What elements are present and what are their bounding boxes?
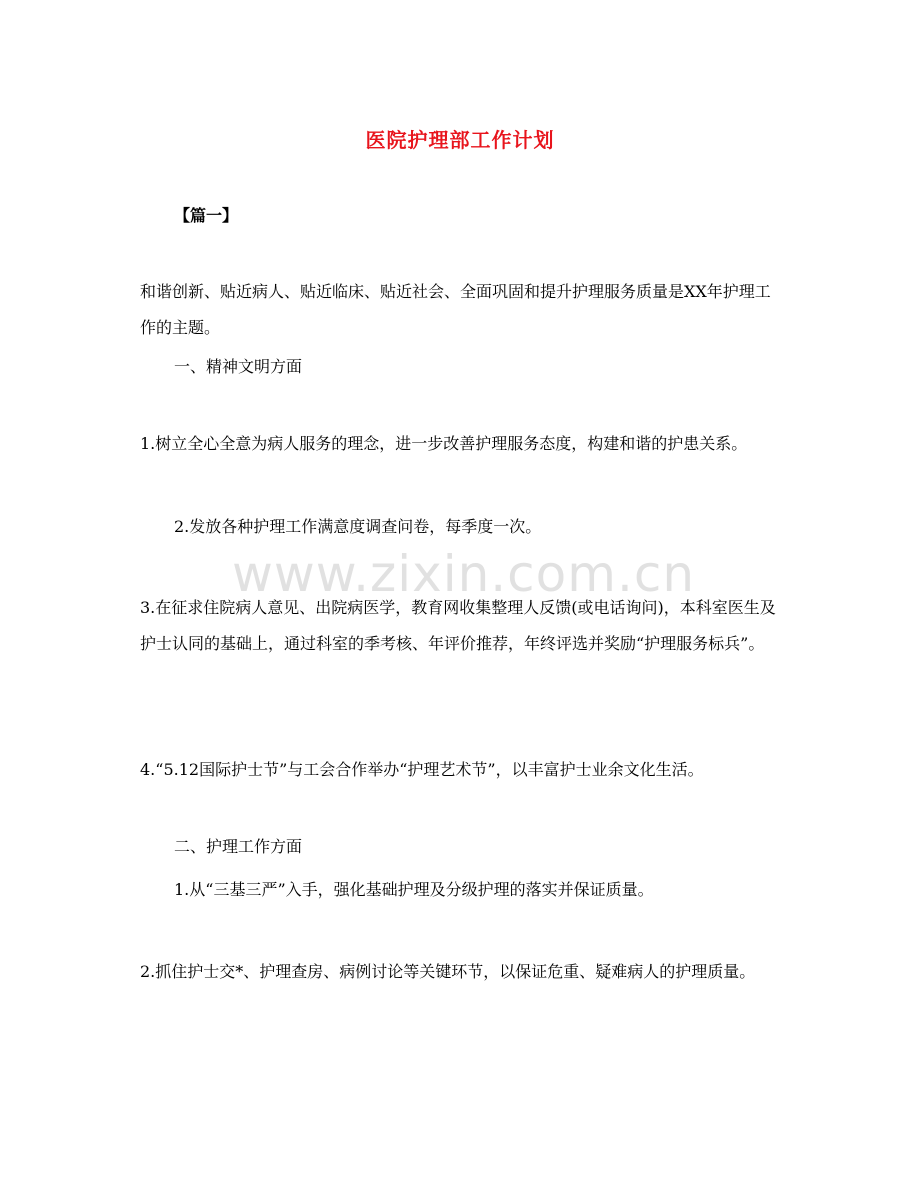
list-item: 1.树立全心全意为病人服务的理念，进一步改善护理服务态度，构建和谐的护患关系。 bbox=[140, 434, 748, 453]
watermark-text: www.zixin.com.cn bbox=[232, 545, 696, 603]
section-tag: 【篇一】 bbox=[174, 206, 239, 225]
heading-spiritual-civilization: 一、精神文明方面 bbox=[174, 357, 303, 376]
list-item: 1.从“三基三严”入手，强化基础护理及分级护理的落实并保证质量。 bbox=[174, 880, 654, 899]
list-item: 4.“5.12国际护士节”与工会合作举办“护理艺术节”，以丰富护士业余文化生活。 bbox=[140, 760, 704, 779]
list-item: 2.抓住护士交*、护理查房、病例讨论等关键环节，以保证危重、疑难病人的护理质量。 bbox=[140, 962, 756, 981]
document-title: 医院护理部工作计划 bbox=[365, 128, 555, 152]
list-item: 2.发放各种护理工作满意度调查问卷，每季度一次。 bbox=[174, 517, 542, 536]
intro-paragraph: 和谐创新、贴近病人、贴近临床、贴近社会、全面巩固和提升护理服务质量是XX年护理工作的主题。 bbox=[140, 282, 771, 337]
heading-nursing-work: 二、护理工作方面 bbox=[174, 837, 303, 856]
list-item: 3.在征求住院病人意见、出院病医学，教育网收集整理人反馈(或电话询问)，本科室医生及护士认同的基础上，通过科室的季考核、年评价推荐，年终评选并奖励“护理服务标兵”。 bbox=[140, 598, 776, 653]
